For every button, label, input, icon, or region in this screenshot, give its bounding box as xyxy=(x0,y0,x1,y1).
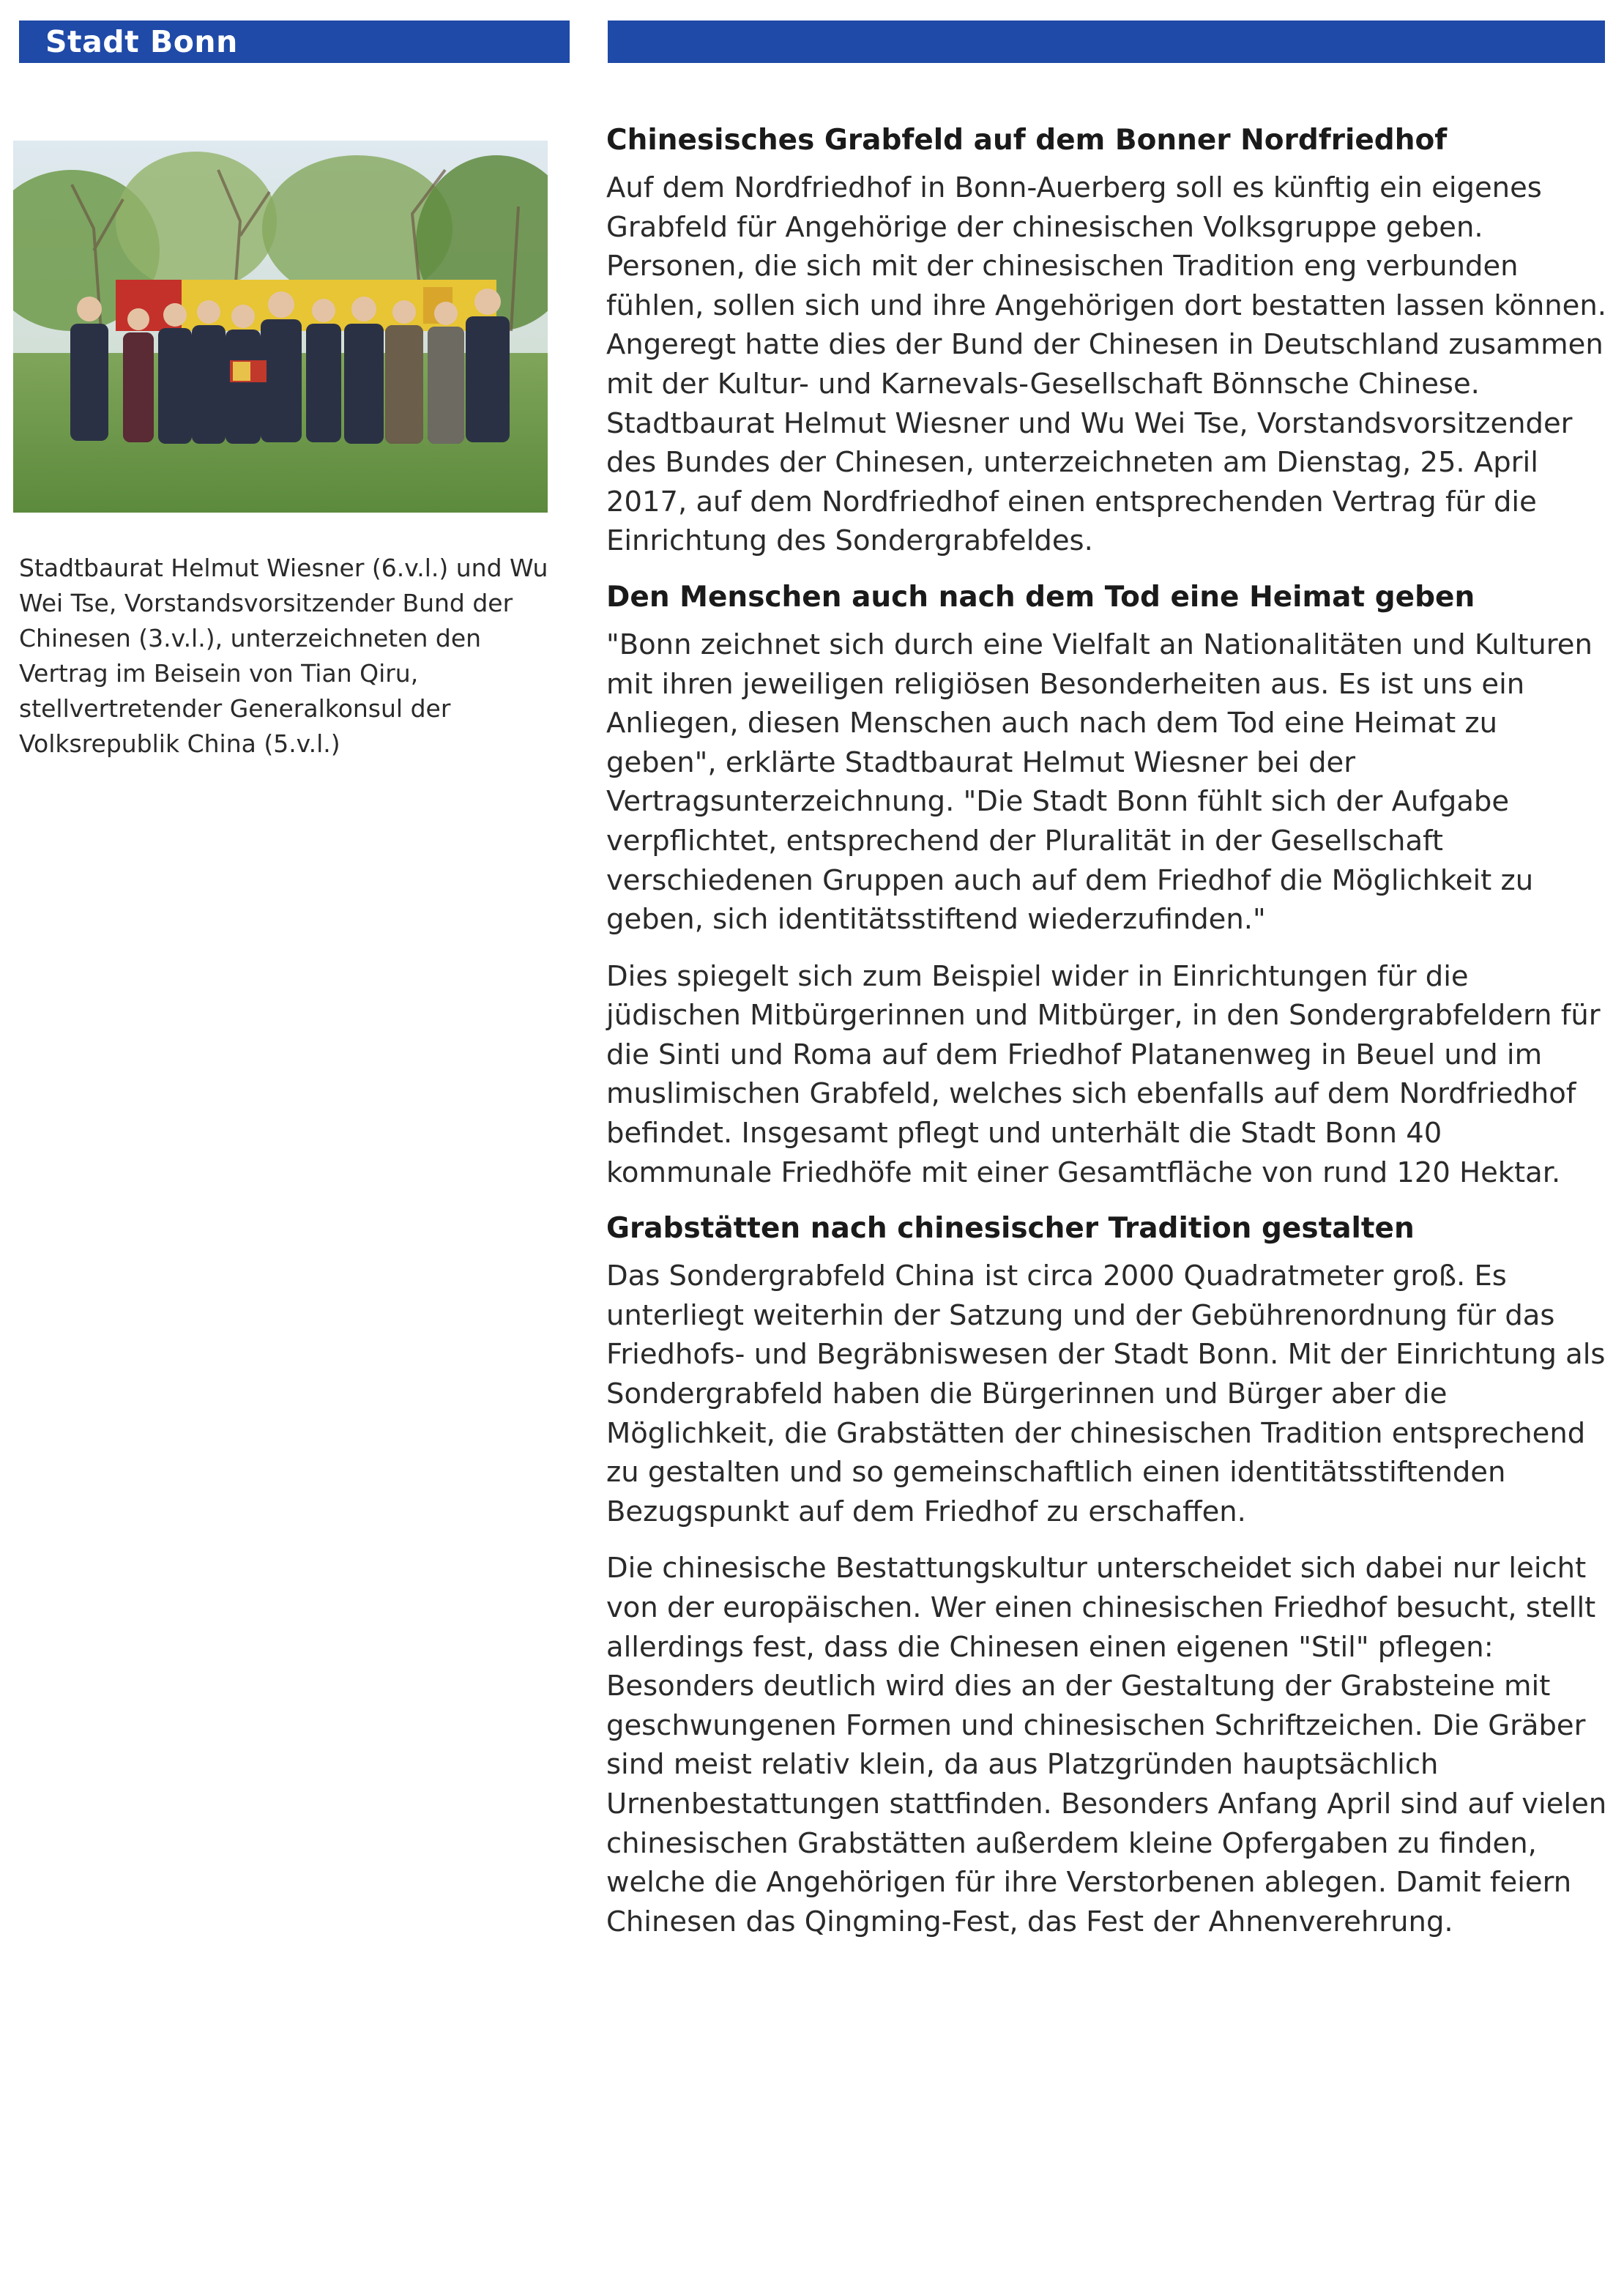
photo-caption: Stadtbaurat Helmut Wiesner (6.v.l.) und Wu Wei Tse, Vorstandsvorsitzender Bund der Chinesen (3.v.l.), unterzeichneten den Vertrag im Beisein von Tian Qiru, stellvertretender Generalkonsul der Volksrepublik China (5.v.l.) xyxy=(19,554,548,758)
header-bar-right xyxy=(608,21,1605,63)
paragraph-quote: "Bonn zeichnet sich durch eine Vielfalt an Nationalitäten und Kulturen mit ihren jeweiligen religiösen Besonderheiten aus. Es ist uns ein Anliegen, diesen Menschen auch nach dem Tod eine Heimat zu geben", erklärte Stadtbaurat Helmut Wiesner bei der Vertragsunterzeichnung. "Die Stadt Bonn fühlt sich der Aufgabe verpflichtet, entsprechend der Pluralität in der Gesellschaft verschiedenen Gruppen auch auf dem Friedhof die Möglichkeit zu geben, sich identitätsstiftend wiederzufinden." xyxy=(606,628,1593,937)
section-title: Stadt Bonn xyxy=(45,24,238,59)
article xyxy=(606,120,1611,1941)
paragraph-sondergrabfeld: Das Sondergrabfeld China ist circa 2000 Quadratmeter groß. Es unterliegt weiterhin der Satzung und der Gebührenordnung für das Friedhofs- und Begräbniswesen der Stadt Bonn. Mit der Einrichtung als Sondergrabfeld haben die Bürgerinnen und Bürger aber die Möglichkeit, die Grabstätten der chinesischen Tradition entsprechend zu gestalten und so gemeinschaftlich einen identitätsstiftenden Bezugspunkt auf dem Friedhof zu erschaffen. xyxy=(606,1260,1606,1528)
paragraph-bestattungskultur: Die chinesische Bestattungskultur unterscheidet sich dabei nur leicht von der europäischen. Wer einen chinesischen Friedhof besucht, stellt allerdings fest, dass die Chinesen einen eigenen "Stil" pflegen: Besonders deutlich wird dies an der Gestaltung der Grabsteine mit geschwungenen Formen und chinesischen Schriftzeichen. Die Gräber sind meist relativ klein, da aus Platzgründen hauptsächlich Urnenbestattungen stattfinden. Besonders Anfang April sind auf vielen chinesischen Grabstätten außerdem kleine Opfergaben zu finden, welche die Angehörigen für ihre Verstorbenen ablegen. Damit feiern Chinesen das Qingming-Fest, das Fest der Ahnenverehrung. xyxy=(606,1552,1607,1938)
paragraph-intro: Auf dem Nordfriedhof in Bonn-Auerberg soll es künftig ein eigenes Grabfeld für Angehörige der chinesischen Volksgruppe geben. Personen, die sich mit der chinesischen Tradition eng verbunden fühlen, sollen sich und ihre Angehörigen dort bestatten lassen können. Angeregt hatte dies der Bund der Chinesen in Deutschland zusammen mit der Kultur- und Karnevals-Gesellschaft Bönnsche Chinese. Stadtbaurat Helmut Wiesner und Wu Wei Tse, Vorstandsvorsitzender des Bundes der Chinesen, unterzeichneten am Dienstag, 25. April 2017, auf dem Nordfriedhof einen entsprechenden Vertrag für die Einrichtung des Sondergrabfeldes. xyxy=(606,171,1606,558)
headline-grabfeld: Chinesisches Grabfeld auf dem Bonner Nordfriedhof xyxy=(606,124,1448,157)
headline-tradition: Grabstätten nach chinesischer Tradition gestalten xyxy=(606,1212,1415,1246)
headline-heimat: Den Menschen auch nach dem Tod eine Heimat geben xyxy=(606,580,1475,614)
group-photo xyxy=(13,141,548,513)
paragraph-examples: Dies spiegelt sich zum Beispiel wider in Einrichtungen für die jüdischen Mitbürgerinnen und Mitbürger, in den Sondergrabfeldern für die Sinti und Roma auf dem Friedhof Platanenweg in Beuel und im muslimischen Grabfeld, welches sich ebenfalls auf dem Nordfriedhof befindet. Insgesamt pflegt und unterhält die Stadt Bonn 40 kommunale Friedhöfe mit einer Gesamtfläche von rund 120 Hektar. xyxy=(606,959,1601,1189)
group-photo-icon xyxy=(13,141,548,513)
